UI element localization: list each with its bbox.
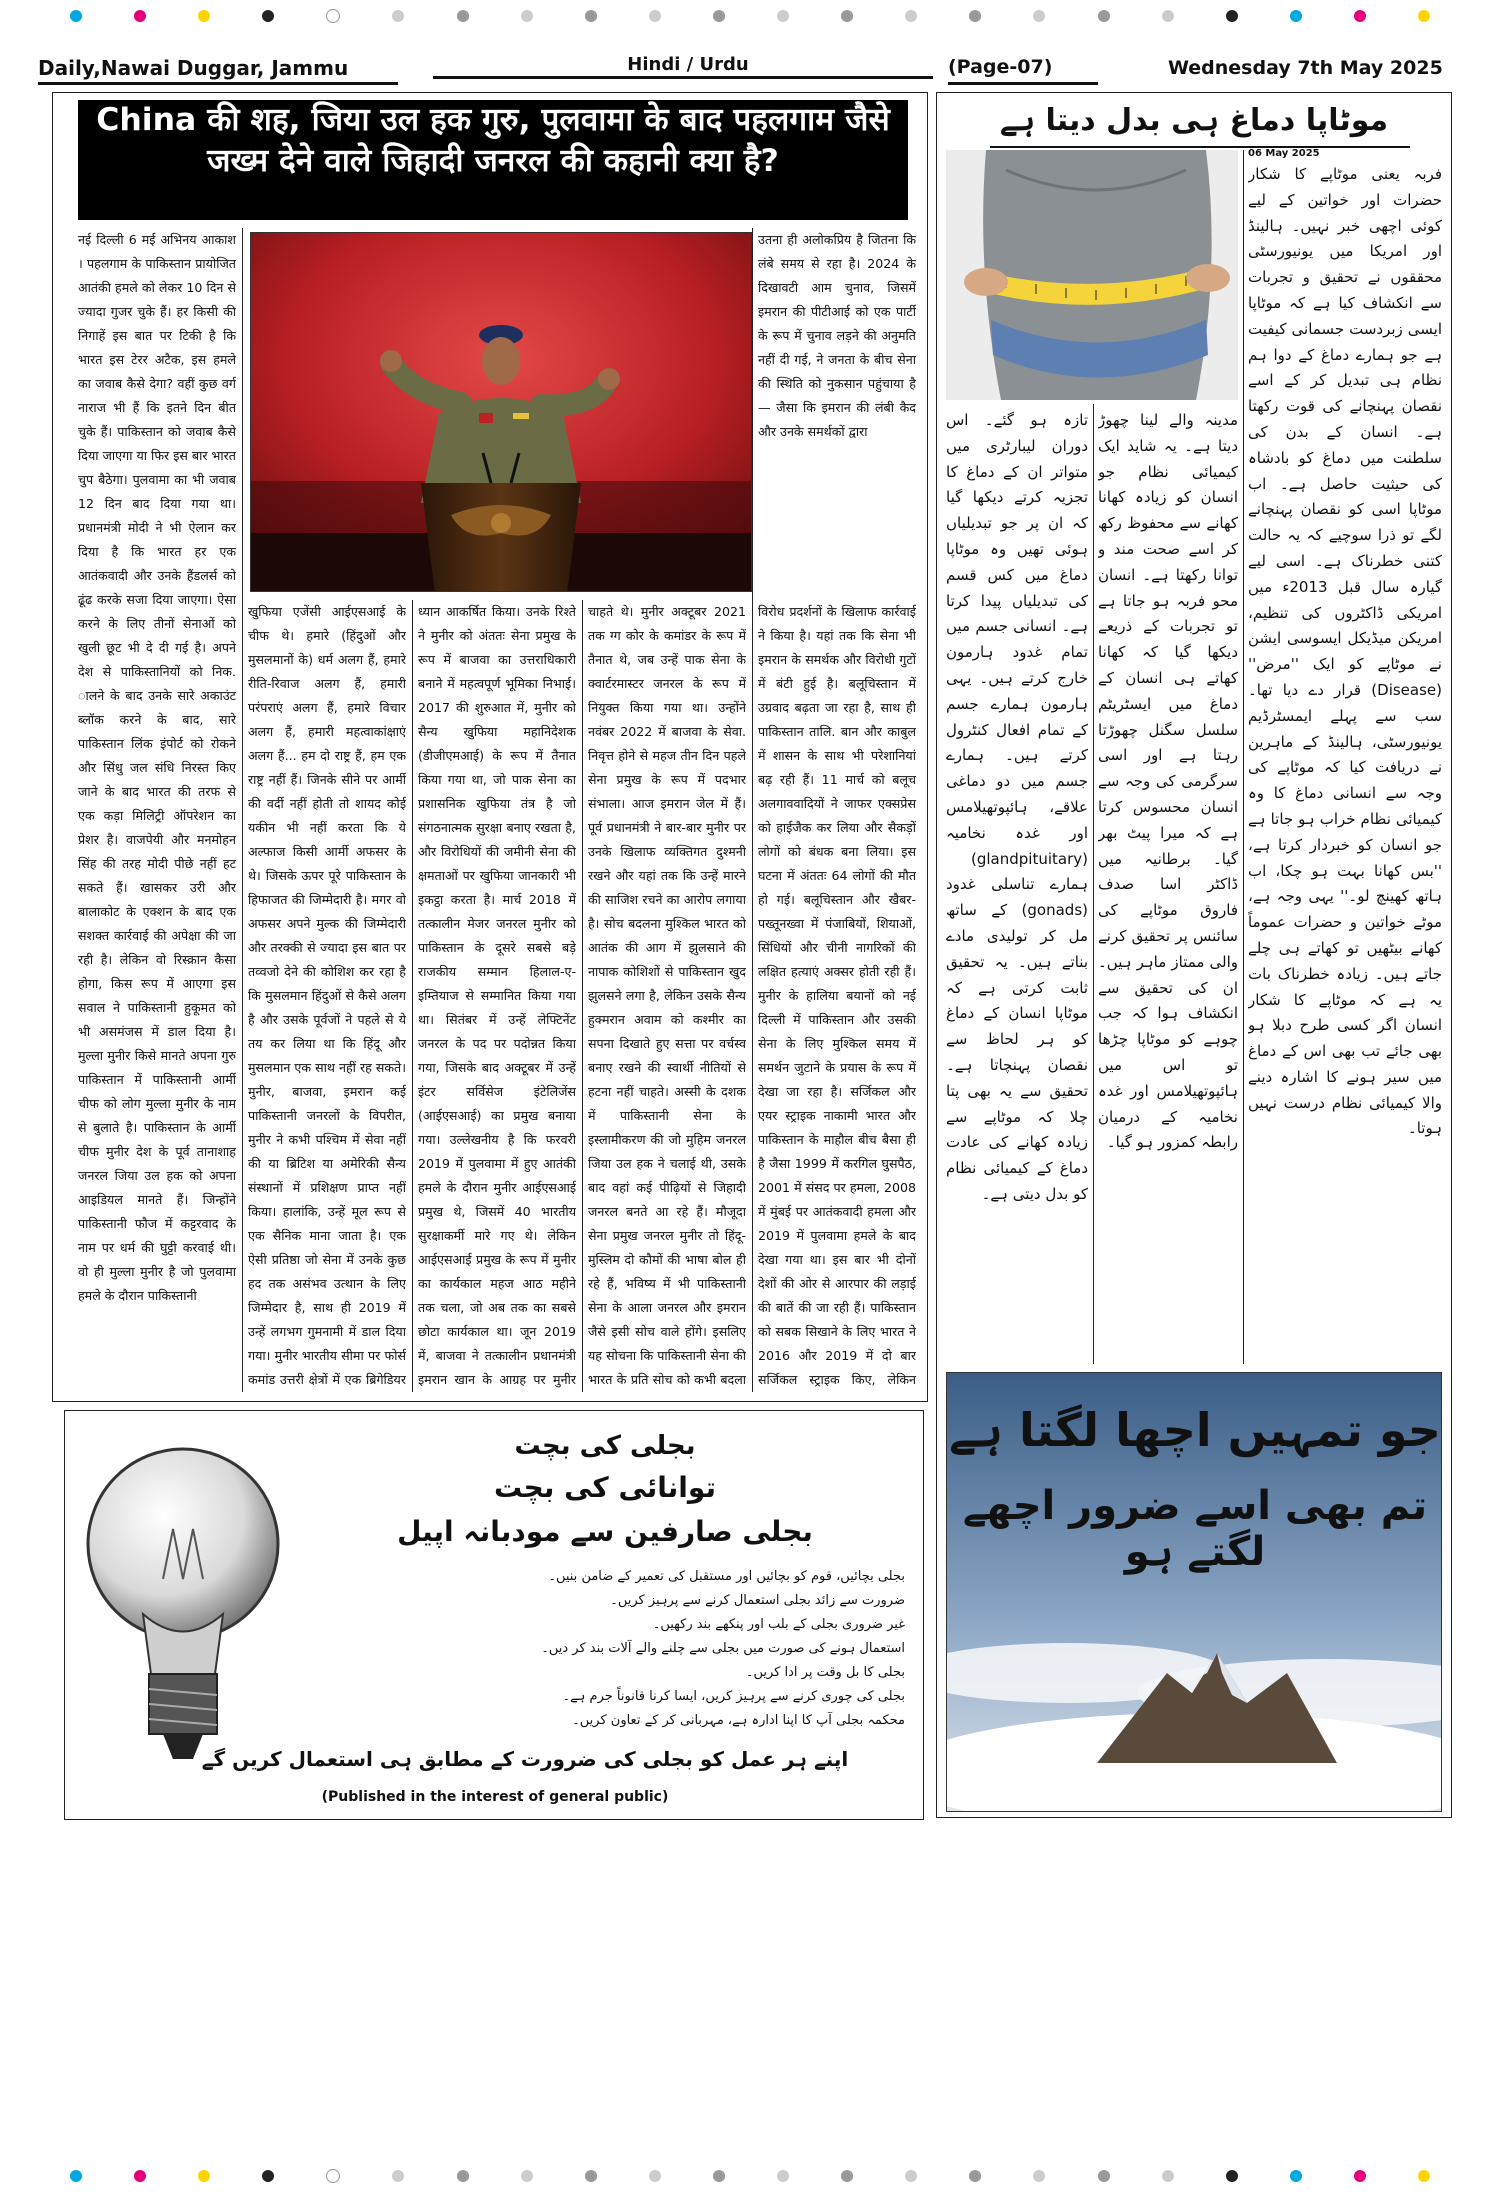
black-dot [262, 10, 274, 22]
urdu-story-title: موٹاپا دماغ ہی بدل دیتا ہے [999, 103, 1389, 138]
column-divider [412, 600, 413, 1392]
grey-dot [777, 10, 789, 22]
main-headline: China की शह, जिया उल हक गुरु, पुलवामा के बाद पहलगाम जैसे जख्म देने वाले जिहादी जनरल की कहानी क्या है? [96, 102, 890, 179]
masthead-rule-left [38, 82, 398, 85]
page-number: (Page-07) [948, 56, 1053, 78]
cyan-dot [1290, 2170, 1302, 2182]
grey-dot [457, 2170, 469, 2182]
ad-bullet: بجلی کا بل وقت پر ادا کریں۔ [745, 1665, 905, 1680]
grey-dot [713, 10, 725, 22]
quote-line-1: جو تمہیں اچھا لگتا ہے [949, 1403, 1441, 1457]
press-conference-photo [251, 233, 752, 592]
grey-dot [1162, 2170, 1174, 2182]
grey-dot [905, 2170, 917, 2182]
ad-published-note: (Published in the interest of general public) [321, 1789, 669, 1805]
column-divider [242, 228, 243, 1392]
grey-dot [392, 2170, 404, 2182]
urdu-column-left: تازہ ہو گئے۔ اس دوران لیبارٹری میں متواتر ان کے دماغ کا تجزیہ کرتے دیکھا گیا کہ ان پر جو تبدیلیاں ہوئی تھیں وہ موٹاپا دماغ میں کس قسم کی تبدیلیاں پیدا کرتا ہے۔ انسانی جسم میں تمام غدود ہارمون خارج کرتے ہیں۔ یہی ہارمون ہمارے جسم کے تمام افعال کنٹرول کرتے ہیں۔ ہمارے جسم میں دو دماغی علاقے، ہائپوتھیلامس اور غدہ نخامیہ (glandpituitary) ہمارے تناسلی غدود (gonads) کے ساتھ مل کر تولیدی مادے بناتے ہیں۔ یہ تحقیق ثابت کرتی ہے کہ موٹاپا انسان کے دماغ کو ہر لحاظ سے نقصان پہنچاتا ہے۔ تحقیق سے یہ بھی پتا چلا کہ موٹاپے سے زیادہ کھانے کی عادت دماغ کے کیمیائی نظام کو بدل دیتی ہے۔ [946, 411, 1088, 1203]
article-column-3: ध्यान आकर्षित किया। उनके रिश्ते ने मुनीर को अंततः सेना प्रमुख के रूप में बाजवा का उत्तराधिकारी बनाने में महत्वपूर्ण भूमिका निभाई। 2017 की शुरुआत में, मुनीर को सैन्य खुफिया महानिदेशक (डीजीएमआई) के रूप में तैनात किया गया था, जो पाक सेना का प्रशासनिक खुफिया तंत्र है जो संगठनात्मक सुरक्षा बनाए रखता है, और विरोधियों की जमीनी सेना की क्षमताओं पर खुफिया जानकारी भी इकट्ठा करता है। मार्च 2018 में तत्कालीन मेजर जनरल मुनीर को पाकिस्तान के दूसरे सबसे बड़े राजकीय सम्मान हिलाल-ए-इम्तियाज से सम्मानित किया गया था। सितंबर में उन्हें लेफ्टिनेंट जनरल के पद पर पदोन्नत किया गया, जिसके बाद अक्टूबर में उन्हें इंटर सर्विसेज इंटेलिजेंस (आईएसआई) का प्रमुख बनाया गया। उल्लेखनीय है कि फरवरी 2019 में पुलवामा में हुए आतंकी हमले के दौरान मुनीर आईएसआई प्रमुख थे, जिसमें 40 भारतीय सुरक्षाकर्मी मारे गए थे। लेकिन आईएसआई प्रमुख के रूप में मुनीर का कार्यकाल महज आठ महीने तक चला, जो अब तक का सबसे छोटा कार्यकाल था। जून 2019 में, बाजवा ने तत्कालीन प्रधानमंत्री इमरान खान के आग्रह पर मुनीर [418, 604, 576, 1387]
grey-dot [969, 2170, 981, 2182]
urdu-column-divider [1243, 150, 1244, 1364]
main-headline-box [78, 100, 908, 220]
ad-line-3: بجلی صارفین سے مودبانہ اپیل [397, 1515, 813, 1548]
grey-dot [521, 2170, 533, 2182]
column-divider [582, 600, 583, 1392]
ad-line-2: توانائی کی بچت [494, 1471, 716, 1504]
article-column-4: चाहते थे। मुनीर अक्टूबर 2021 तक ग्ग कोर के कमांडर के रूप में तैनात थे, जब उन्हें पाक सेना के क्वार्टरमास्टर जनरल के रूप में नियुक्त किया गया था। उन्होंने नवंबर 2022 में बाजवा के सेवा. निवृत्त होने से महज तीन दिन पहले सेना प्रमुख के रूप में पदभार संभाला। आज इमरान जेल में हैं। पूर्व प्रधानमंत्री ने बार-बार मुनीर पर उनके खिलाफ व्यक्तिगत दुश्मनी रखने और यहां तक कि उन्हें मारने की साजिश रचने का आरोप लगाया है। सोच बदलना मुश्किल भारत को आतंक की आग में झुलसाने की नापाक कोशिशों से पाकिस्तान खुद झुलसने लगा है, लेकिन उसके सैन्य हुक्मरान अवाम को कश्मीर का सपना दिखाते हुए सत्ता पर वर्चस्व बनाए रखने की स्वार्थी नीतियों से हटना नहीं चाहते। अस्सी के दशक में पाकिस्तानी सेना के इस्लामीकरण की जो मुहिम जनरल जिया उल हक ने चलाई थी, उसके बाद वहां कई पीढ़ियों से जिहादी जनरल बनते आ रहे हैं। मौजूदा सेना प्रमुख जनरल मुनीर तो हिंदू-मुस्लिम दो कौमों की भाषा बोल ही रहे हैं, भविष्य में भी पाकिस्तानी सेना के आला जनरल और इमरान जैसे इसी सोच वाले होंगे। इसलिए यह सोचना कि पाकिस्तानी सेना की भारत के प्रति सोच को कभी बदला [588, 604, 746, 1387]
black-dot [1226, 10, 1238, 22]
measuring-tape-photo [946, 150, 1238, 400]
grey-dot [392, 10, 404, 22]
black-dot [262, 2170, 274, 2182]
magenta-dot [134, 10, 146, 22]
quote-ad [946, 1372, 1442, 1812]
article-column-5: विरोध प्रदर्शनों के खिलाफ कार्रवाई ने किया है। यहां तक कि सेना भी इमरान के समर्थक और विरोधी गुटों में बंटी हुई है। बलूचिस्तान में उग्रवाद बढ़ता जा रहा है, साथ ही पाकिस्तान तालि. बान और काबुल में शासन के साथ भी परेशानियां बढ़ रही हैं। 11 मार्च को बलूच अलगाववादियों ने जाफर एक्सप्रेस को हाईजैक कर लिया और सैकड़ों लोगों को बंधक बना लिया। इस घटना में अंततः 64 लोगों की मौत हो गई। बलूचिस्तान और खैबर-पख्तूनख्वा में पंजाबियों, शियाओं, सिंधियों और चीनी नागरिकों की लक्षित हत्याएं अक्सर होती रही हैं। मुनीर के हालिया बयानों को नई दिल्ली में पाकिस्तान और उसकी सेना के लिए मुश्किल समय में समर्थन जुटाने के प्रयास के रूप में देखा जा रहा है। सर्जिकल और एयर स्ट्राइक नाकामी भारत और पाकिस्तान के माहौल बीच बैसा ही है जैसा 1999 में करगिल घुसपैठ, 2001 में संसद पर हमला, 2008 में मुंबई पर आतंकवादी हमला और 2019 में पुलवामा हमले के बाद देखा गया था। इस बार भी दोनों देशों की ओर से आरपार की लड़ाई की बातें की जा रही हैं। पाकिस्तान को सबक सिखाने के लिए भारत ने 2016 और 2019 में दो बार सर्जिकल स्ट्राइक किए, लेकिन [758, 604, 916, 1387]
masthead-rule-page [948, 82, 1098, 85]
issue-date: Wednesday 7th May 2025 [1168, 57, 1443, 79]
grey-dot [457, 10, 469, 22]
masthead [38, 52, 1462, 86]
yellow-dot [198, 2170, 210, 2182]
grey-dot [969, 10, 981, 22]
grey-dot [905, 10, 917, 22]
cyan-dot [1290, 10, 1302, 22]
urdu-story-date: 06 May 2025 [1248, 148, 1320, 159]
ad-bullet: غیر ضروری بجلی کے بلب اور پنکھے بند رکھیں۔ [652, 1617, 905, 1632]
belly-photo [946, 150, 1238, 400]
electricity-ad [64, 1410, 924, 1820]
grey-dot [1033, 10, 1045, 22]
grey-dot [777, 2170, 789, 2182]
grey-dot [585, 2170, 597, 2182]
article-column-1: नई दिल्ली 6 मई अभिनय आकाश । पहलगाम के पाकिस्तान प्रायोजित आतंकी हमले को लेकर 10 दिन से ज्यादा गुजर चुके हैं। हर किसी की निगाहें इस बात पर टिकी है कि भारत इस टेरर अटैक, इस हमले का जवाब कैसे देगा? वहीं कुछ वर्ग नाराज भी हैं कि इतने दिन बीत चुके हैं। पाकिस्तान को जवाब कैसे दिया जाएगा या फिर इस बार भारत चुप बैठेगा। पुलवामा का भी जवाब 12 दिन बाद दिया गया था। प्रधानमंत्री मोदी ने भी ऐलान कर दिया है कि भारत हर एक आतंकवादी और उनके हैंडलर्स को ढूंढ करके सजा दिया जाएगा। ऐसा करने के लिए तीनों सेनाओं को खुली छूट भी दे दी गई है। अपने देश से पाकिस्तानियों को निक. ालने के बाद उनके सारे अकाउंट ब्लॉक करने के बाद, सारे पाकिस्तान लिंक इंपोर्ट को रोकने और सिंधु जल संधि निरस्त किए जाने के बाद भारत की तरफ से एक कड़ा मिलिट्री ऑपरेशन का प्रेशर है। वाजपेयी और मनमोहन सिंह की तरह मोदी पीछे नहीं हट सकते हैं। खासकर उरी और बालाकोट के एक्शन के बाद एक सशक्त कार्रवाई की अपेक्षा की जा रही है। लेकिन वो रिस्क्रान कैसा होगा, किस रूप में आएगा इस सवाल ने पाकिस्तानी हुकूमत को भी असमंजस में डाल दिया है। मुल्ला मुनीर किसे मानते अपना गुरु पाकिस्तान में पाकिस्तानी आर्मी चीफ को लोग मुल्ला मुनीर के नाम से बुलाते है। पाकिस्तान के आर्मी चीफ मुनीर देश के पूर्व तानाशाह जनरल जिया उल हक को अपना आइडियल मानते हैं। जिन्होंने पाकिस्तानी फौज में कट्टरवाद के नाम पर धर्म की घुट्टी करवाई थी। वो ही मुल्ला मुनीर है जो पुलवामा हमले के दौरान पाकिस्तानी [78, 232, 236, 1303]
grey-dot [585, 10, 597, 22]
ad-footer: اپنے ہر عمل کو بجلی کی ضرورت کے مطابق ہی استعمال کریں گے [201, 1747, 849, 1771]
black-dot [1226, 2170, 1238, 2182]
grey-dot [1098, 10, 1110, 22]
ad-bullets [305, 1565, 905, 1733]
white-dot [326, 2169, 340, 2183]
magenta-dot [134, 2170, 146, 2182]
light-bulb-icon [83, 1439, 283, 1769]
grey-dot [1033, 2170, 1045, 2182]
article-column-2: खुफिया एजेंसी आईएसआई के चीफ थे। हमारे (हिंदुओं और मुसलमानों के) धर्म अलग हैं, हमारे रीति-रिवाज अलग हैं, हमारी परंपराएं अलग हैं, हमारे विचार अलग हैं, हमारी महत्वाकांक्षाएं अलग हैं... हम दो राष्ट्र हैं, हम एक राष्ट्र नहीं हैं। जिनके सीने पर आर्मी की वर्दी नहीं होती तो शायद कोई यकीन भी नहीं करता कि ये अल्फाज किसी आर्मी अफसर के थे। जिसके ऊपर पूरे पाकिस्तान के हिफाजत की जिम्मेदारी है। मगर वो अफसर अपने मुल्क की जिम्मेदारी और तरक्की से ज्यादा इस बात पर तव्वजो देने की कोशिश कर रहा है कि मुसलमान हिंदुओं से कैसे अलग है और उसके पूर्वजों ने पहले से ये तय कर लिया था कि हिंदू और मुसलमान एक साथ नहीं रह सकते। मुनीर, बाजवा, इमरान कई पाकिस्तानी जनरलों के विपरीत, मुनीर ने कभी पश्चिम में सेवा नहीं की या ब्रिटिश या अमेरिकी सैन्य संस्थानों में प्रशिक्षण प्राप्त नहीं किया। हालांकि, उन्हें मूल रूप से एक सैनिक माना जाता है। एक ऐसी प्रतिष्ठा जो सेना में उनके कुछ हद तक असंभव उत्थान के लिए जिम्मेदार है, साथ ही 2019 में उन्हें लगभग गुमनामी में डाल दिया गया। मुनीर भारतीय सीमा पर फोर्स कमांड उत्तरी क्षेत्रों में एक ब्रिगेडियर [248, 604, 406, 1387]
urdu-column-right: فربہ یعنی موٹاپے کا شکار حضرات اور خواتین کے لیے کوئی اچھی خبر نہیں۔ ہالینڈ اور امریکا میں یونیورسٹی محققوں نے تحقیق و تجربات سے انکشاف کیا ہے کہ موٹاپا ایسی زبردست جسمانی کیفیت ہے جو ہمارے دماغ کے دوا ہم نظام ہی تبدیل کر کے اسے نقصان پہنچانے کی قوت رکھتا ہے۔ انسان کے بدن کی سلطنت میں دماغ کو بادشاہ کی حیثیت حاصل ہے۔ اب موٹاپا اسی کو نقصان پہنچانے لگے تو ذرا سوچیے کہ یہ حالت کتنی خطرناک ہے۔ اسی لیے گیارہ سال قبل 2013ء میں امریکی ڈاکٹروں کی تنظیم، امریکن میڈیکل ایسوسی ایشن نے موٹاپے کو ایک ''مرض'' (Disease) قرار دے دیا تھا۔ سب سے پہلے ایمسٹرڈیم یونیورسٹی، ہالینڈ کے ماہرین نے دریافت کیا کہ موٹاپے کی وجہ سے انسانی دماغ کا وہ کیمیائی نظام خراب ہو جاتا ہے جو انسان کو خبردار کرتا ہے، ''بس کھانا بہت ہو چکا، اب ہاتھ کھینچ لو۔'' یہی وجہ ہے، موٹے خواتین و حضرات عموماً کھانے بیٹھیں تو کھاتے ہی چلے جاتے ہیں۔ زیادہ خطرناک بات یہ ہے کہ موٹاپے کا شکار انسان اگر کسی طرح دبلا ہو بھی جائے تب بھی اس کے دماغ میں سیر ہونے کا اشارہ دینے والا کیمیائی نظام درست نہیں ہوتا۔ [1248, 165, 1442, 1138]
masthead-rule-mid [433, 76, 933, 79]
yellow-dot [1418, 2170, 1430, 2182]
ad-bullet: محکمہ بجلی آپ کا اپنا ادارہ ہے، مہربانی کر کے تعاون کریں۔ [572, 1713, 905, 1728]
yellow-dot [198, 10, 210, 22]
title-underline [990, 146, 1410, 148]
registration-dots-top [0, 8, 1500, 24]
yellow-dot [1418, 10, 1430, 22]
grey-dot [841, 10, 853, 22]
magenta-dot [1354, 10, 1366, 22]
column-divider [752, 228, 753, 1392]
cyan-dot [70, 2170, 82, 2182]
language-label: Hindi / Urdu [627, 54, 749, 75]
grey-dot [649, 2170, 661, 2182]
ad-bullet: ضرورت سے زائد بجلی استعمال کرنے سے پرہیز کریں۔ [610, 1593, 905, 1608]
quote-line-2: تم بھی اسے ضرور اچھے لگتے ہو [962, 1483, 1428, 1575]
ad-bullet: بجلی کی چوری کرنے سے پرہیز کریں، ایسا کرنا قانوناً جرم ہے۔ [562, 1689, 905, 1704]
ad-bullet: بجلی بچائیں، قوم کو بچائیں اور مستقبل کی تعمیر کے ضامن بنیں۔ [548, 1569, 905, 1584]
grey-dot [841, 2170, 853, 2182]
magenta-dot [1354, 2170, 1366, 2182]
article-column-5-top: उतना ही अलोकप्रिय है जितना कि लंबे समय से रहा है। 2024 के दिखावटी आम चुनाव, जिसमें इमरान की पीटीआई को एक पार्टी के रूप में चुनाव लड़ने की अनुमति नहीं दी गई, ने जनता के बीच सेना की स्थिति को नुकसान पहुंचाया है — जैसा कि इमरान की लंबी कैद और उनके समर्थकों द्वारा [758, 232, 916, 439]
grey-dot [713, 2170, 725, 2182]
cyan-dot [70, 10, 82, 22]
ad-line-1: بجلی کی بچت [514, 1431, 696, 1461]
urdu-column-middle: مدینہ والے لینا چھوڑ دیتا ہے۔ یہ شاید ایک کیمیائی نظام جو انسان کو زیادہ کھانا کھانے سے محفوظ رکھ کر اسے صحت مند و توانا رکھتا ہے۔ انسان محو فربہ ہو جاتا ہے تو تجربات کے ذریعے دیکھا گیا کہ کھانا کھاتے ہی انسان کے دماغ میں ایسٹریٹم سلسل سگنل چھوڑتا رہتا ہے اور اسی سرگرمی کی وجہ سے انسان محسوس کرتا ہے کہ میرا پیٹ بھر گیا۔ برطانیہ میں ڈاکٹر اسا صدف فاروق موٹاپے کی سائنس پر تحقیق کرنے والی ممتاز ماہر ہیں۔ ان کی تحقیق سے انکشاف ہوا کہ جب چوہے کو موٹاپا چڑھا تو اس میں ہائپوتھیلامس اور غدہ نخامیہ کے درمیان رابطہ کمزور ہو گیا۔ [1098, 411, 1238, 1152]
ad-bullet: استعمال ہونے کی صورت میں بجلی سے چلنے والے آلات بند کر دیں۔ [541, 1641, 905, 1656]
grey-dot [1162, 10, 1174, 22]
grey-dot [1098, 2170, 1110, 2182]
grey-dot [649, 10, 661, 22]
urdu-column-divider [1093, 404, 1094, 1364]
general-photo [250, 232, 752, 592]
registration-dots-bottom [0, 2168, 1500, 2184]
grey-dot [521, 10, 533, 22]
white-dot [326, 9, 340, 23]
paper-name: Daily,Nawai Duggar, Jammu [38, 56, 349, 80]
